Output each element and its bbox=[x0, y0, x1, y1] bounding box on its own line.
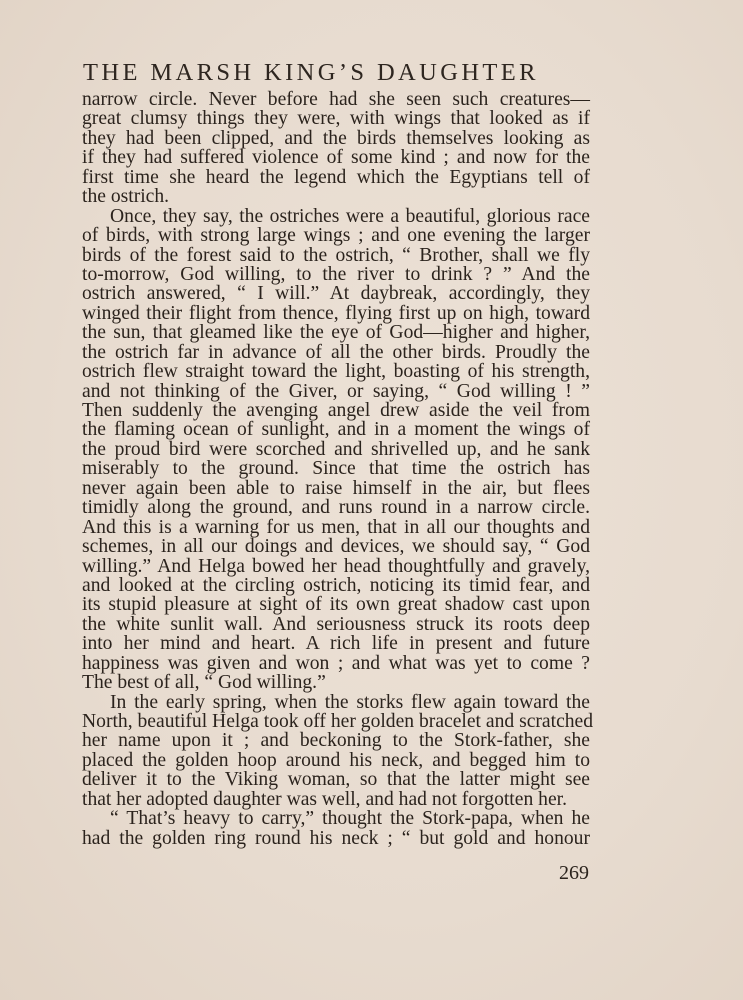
text-line: and looked at the circling ostrich, noticing its timid fear, and bbox=[82, 574, 590, 596]
text-line: and not thinking of the Giver, or saying, “ God willing ! ” bbox=[82, 380, 590, 402]
text-line: winged their flight from thence, flying first up on high, toward bbox=[82, 302, 590, 324]
text-line: Once, they say, the ostriches were a beautiful, glorious race bbox=[110, 205, 590, 227]
text-line: deliver it to the Viking woman, so that the latter might see bbox=[82, 769, 590, 791]
paragraph bbox=[82, 90, 590, 207]
paragraph bbox=[82, 809, 590, 848]
text-line: to-morrow, God willing, to the river to drink ? ” And the bbox=[82, 263, 590, 285]
text-line: that her adopted daughter was well, and had not forgotten her. bbox=[82, 788, 567, 810]
text-line: its stupid pleasure at sight of its own great shadow cast upon bbox=[82, 594, 590, 616]
paragraph bbox=[82, 207, 590, 693]
text-line: narrow circle. Never before had she seen such creatures— bbox=[82, 89, 590, 110]
text-line: her name upon it ; and beckoning to the Stork-father, she bbox=[82, 730, 590, 752]
text-line: Then suddenly the avenging angel drew aside the veil from bbox=[82, 400, 590, 421]
running-head: THE MARSH KING’S DAUGHTER bbox=[83, 59, 539, 86]
text-line: the flaming ocean of sunlight, and in a moment the wings of bbox=[82, 419, 590, 441]
text-line: the ostrich far in advance of all the other birds. Proudly the bbox=[82, 341, 590, 363]
text-line: great clumsy things they were, with wings that looked as if bbox=[82, 108, 590, 130]
text-line: they had been clipped, and the birds themselves looking as bbox=[82, 127, 590, 149]
text-line: if they had suffered violence of some kind ; and now for the bbox=[82, 147, 590, 169]
paragraph bbox=[82, 691, 594, 810]
text-line: willing.” And Helga bowed her head thoughtfully and gravely, bbox=[82, 555, 590, 577]
text-line: “ That’s heavy to carry,” thought the Stork-papa, when he bbox=[110, 808, 590, 830]
text-line: first time she heard the legend which the Egyptians tell of bbox=[82, 166, 590, 188]
text-line: the ostrich. bbox=[82, 186, 170, 208]
text-line: the proud bird were scorched and shrivelled up, and he sank bbox=[82, 438, 590, 460]
text-line: the sun, that gleamed like the eye of God—higher and higher, bbox=[82, 322, 590, 344]
text-line: In the early spring, when the storks flew again toward the bbox=[110, 691, 590, 713]
text-line: The best of all, “ God willing.” bbox=[82, 672, 326, 694]
page-number: 269 bbox=[559, 862, 589, 884]
text-line: never again been able to raise himself in the air, but flees bbox=[82, 477, 590, 499]
text-line: And this is a warning for us men, that in all our thoughts and bbox=[82, 516, 590, 538]
text-line: ostrich flew straight toward the light, boasting of his strength, bbox=[82, 361, 590, 383]
text-line: had the golden ring round his neck ; “ but gold and honour bbox=[82, 827, 590, 849]
text-line: into her mind and heart. A rich life in present and future bbox=[82, 633, 590, 655]
text-line: placed the golden hoop around his neck, and begged him to bbox=[82, 749, 590, 771]
body-text bbox=[82, 89, 594, 849]
text-line: of birds, with strong large wings ; and one evening the larger bbox=[82, 225, 590, 247]
text-line: North, beautiful Helga took off her golden bracelet and scratched bbox=[82, 711, 594, 732]
text-line: miserably to the ground. Since that time the ostrich has bbox=[82, 458, 590, 480]
text-line: ostrich answered, “ I will.” At daybreak, accordingly, they bbox=[82, 283, 590, 305]
text-line: timidly along the ground, and runs round in a narrow circle. bbox=[82, 497, 590, 519]
text-line: happiness was given and won ; and what was yet to come ? bbox=[82, 652, 590, 674]
text-line: birds of the forest said to the ostrich, “ Brother, shall we fly bbox=[82, 244, 590, 266]
text-line: the white sunlit wall. And seriousness struck its roots deep bbox=[82, 613, 590, 635]
text-line: schemes, in all our doings and devices, we should say, “ God bbox=[82, 536, 590, 558]
